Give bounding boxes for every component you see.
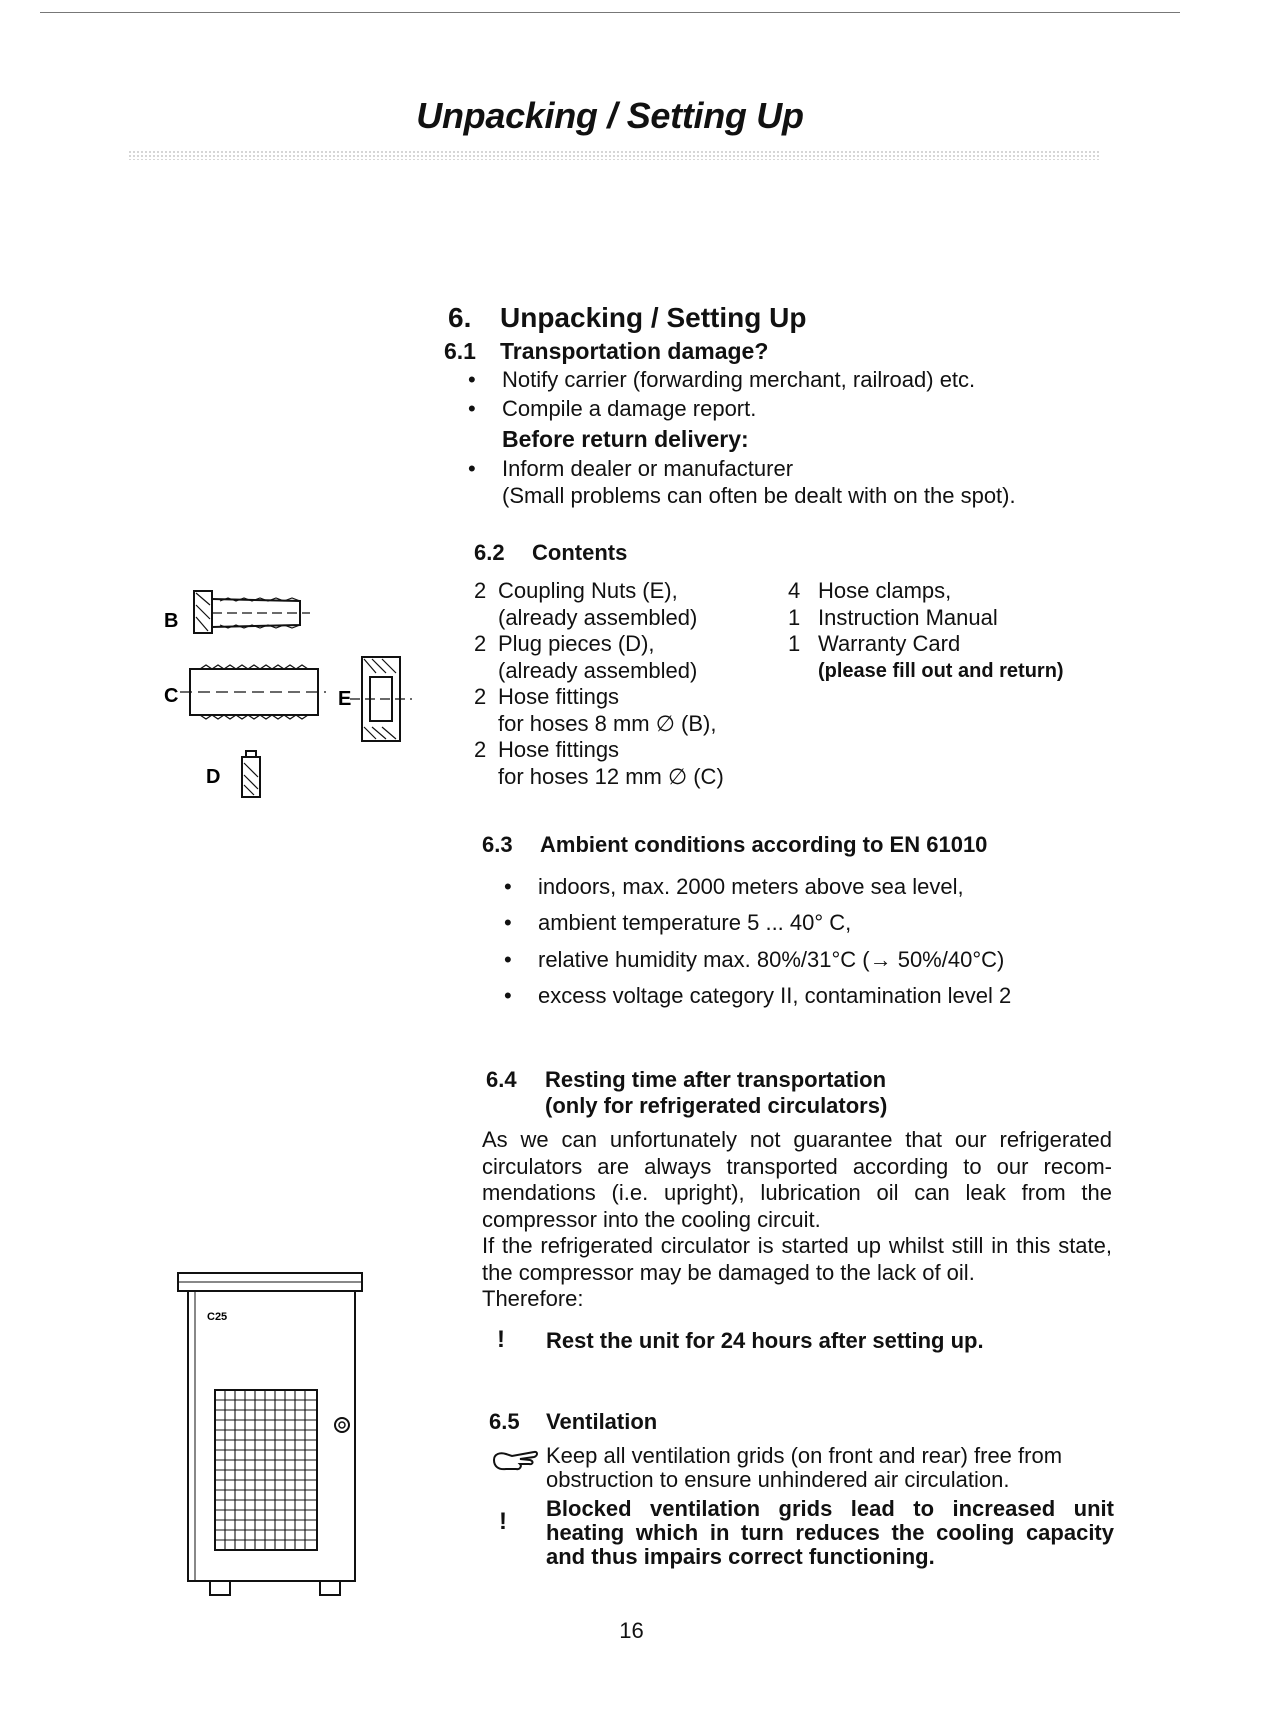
- list-item-text: indoors, max. 2000 meters above sea level,: [538, 874, 964, 899]
- page-number: 16: [619, 1618, 644, 1643]
- contents-item: [788, 605, 1108, 632]
- section-6-4-subtitle: (only for refrigerated circulators): [545, 1093, 888, 1118]
- before-return-label: Before return delivery:: [502, 426, 749, 452]
- section-6-1-number: 6.1: [444, 338, 476, 364]
- top-rule: [40, 12, 1180, 13]
- bullet-dot: •: [468, 367, 476, 392]
- contents-item: [474, 578, 764, 605]
- section-6-2-title: Contents: [532, 540, 628, 565]
- item-detail: (already assembled): [498, 657, 698, 683]
- item-detail: for hoses 8 mm ∅ (B),: [498, 710, 717, 736]
- quantity: 1: [788, 631, 801, 656]
- contents-item: [474, 737, 764, 764]
- list-item-text: ambient temperature 5 ... 40° C,: [538, 910, 852, 935]
- contents-item: [474, 684, 764, 711]
- bullet-dot: •: [468, 396, 476, 421]
- section-6-4-title: Resting time after transportation: [545, 1067, 887, 1092]
- small-problems-note: (Small problems can often be dealt with on the spot).: [502, 483, 1016, 508]
- list-item-text: Compile a damage report.: [502, 396, 757, 421]
- contents-item: [788, 578, 1108, 605]
- bullet-dot: •: [504, 983, 512, 1008]
- exclamation-icon: !: [499, 1508, 507, 1535]
- quantity: 2: [474, 684, 487, 709]
- bullet-dot: •: [504, 910, 512, 935]
- bullet-dot: •: [504, 874, 512, 899]
- section-6-2-number: 6.2: [474, 540, 505, 565]
- exclamation-icon: !: [497, 1326, 505, 1353]
- hose-fitting-c-drawing: [180, 665, 326, 719]
- item-detail: (already assembled): [498, 604, 698, 630]
- hose-fitting-b-drawing: [194, 591, 310, 633]
- section-6-3-title: Ambient conditions according to EN 61010: [540, 832, 988, 857]
- section-6-4-number: 6.4: [486, 1067, 517, 1092]
- ventilation-note: Keep all ventilation grids (on front and rear) free from obstruction to ensure unhindered air circulation.: [546, 1443, 1063, 1492]
- figure-label-d: D: [206, 766, 221, 788]
- item-name: Coupling Nuts (E),: [498, 578, 678, 603]
- contents-right-column: [788, 578, 1108, 684]
- quantity: 2: [474, 631, 487, 656]
- item-name: Plug pieces (D),: [498, 631, 655, 656]
- unit-model-label: C25: [207, 1311, 228, 1323]
- page-title: Unpacking / Setting Up: [416, 95, 804, 136]
- item-name: Instruction Manual: [818, 604, 998, 630]
- resting-time-text-1: As we can unfortunately not guarantee that our refrigerated circulators are always transported according to our recommendations (i.e. upright), lubrication oil can leak from the compressor into the cooling circuit.: [482, 1127, 1112, 1232]
- contents-left-column: [474, 578, 764, 790]
- item-name: Hose fittings: [498, 684, 620, 709]
- refrigerated-circulator-drawing: [175, 1270, 375, 1600]
- figure-label-c: C: [164, 685, 179, 707]
- resting-time-text-2: If the refrigerated circulator is started up whilst still in this state, the compressor may be damaged to the lack of oil.: [482, 1233, 1112, 1285]
- quantity: 2: [474, 578, 487, 603]
- therefore-text: Therefore:: [482, 1286, 584, 1311]
- pointing-hand-icon: [490, 1446, 542, 1476]
- resting-time-paragraph: [482, 1127, 1112, 1313]
- coupling-nut-e-drawing: [350, 657, 412, 741]
- quantity: 2: [474, 737, 487, 762]
- section-6-3-number: 6.3: [482, 832, 513, 857]
- section-6-title: Unpacking / Setting Up: [500, 302, 807, 333]
- section-6-5-title: Ventilation: [546, 1409, 658, 1434]
- quantity: 4: [788, 578, 801, 603]
- list-item-text: excess voltage category II, contamination level 2: [538, 983, 1012, 1008]
- item-name: Hose fittings: [498, 737, 620, 762]
- section-6-5-number: 6.5: [489, 1409, 520, 1434]
- bullet-dot: •: [504, 947, 512, 972]
- figure-label-b: B: [164, 610, 179, 632]
- section-6-number: 6.: [448, 302, 472, 333]
- plug-piece-d-drawing: [242, 751, 260, 797]
- bullet-dot: •: [468, 456, 476, 481]
- item-name: Warranty Card: [818, 631, 961, 656]
- quantity: 1: [788, 604, 801, 630]
- rest-unit-warning: Rest the unit for 24 hours after setting up.: [546, 1328, 984, 1353]
- figure-label-e: E: [338, 688, 352, 710]
- fittings-diagram: [150, 585, 420, 805]
- item-name: Hose clamps,: [818, 578, 952, 603]
- warranty-note: (please fill out and return): [818, 659, 1064, 682]
- contents-item: [474, 631, 764, 658]
- ventilation-warning: Blocked ventilation grids lead to increased unit heating which in turn reduces the cooling capacity and thus impairs correct functioning.: [546, 1496, 1114, 1569]
- list-item-text: Notify carrier (forwarding merchant, railroad) etc.: [502, 367, 976, 392]
- list-item-text: Inform dealer or manufacturer: [502, 456, 794, 481]
- title-dot-band: [128, 150, 1100, 160]
- item-detail: for hoses 12 mm ∅ (C): [498, 763, 724, 789]
- list-item-text: relative humidity max. 80%/31°C (→ 50%/40°C): [538, 947, 1005, 972]
- section-6-1-title: Transportation damage?: [500, 338, 769, 364]
- contents-item: [788, 631, 1108, 658]
